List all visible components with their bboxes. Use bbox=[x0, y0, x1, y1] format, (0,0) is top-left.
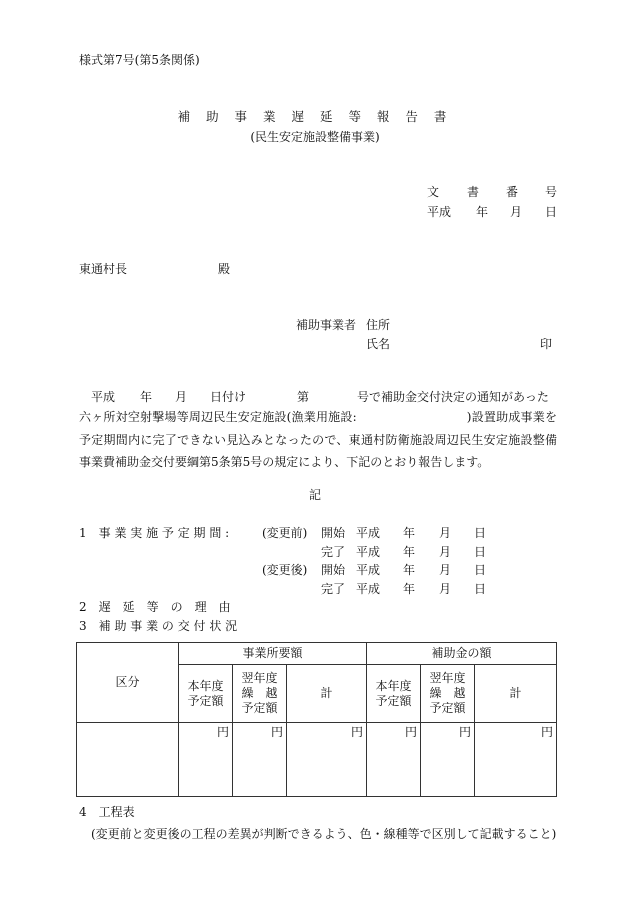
table-cell[interactable] bbox=[77, 723, 179, 797]
header-category: 区分 bbox=[77, 643, 179, 723]
header-this-year: 本年度 予定額 bbox=[367, 665, 421, 723]
yen-cell[interactable]: 円 bbox=[233, 723, 287, 797]
header-total: 計 bbox=[475, 665, 557, 723]
yen-cell[interactable]: 円 bbox=[287, 723, 367, 797]
item1-label: 1 事 業 実 施 予 定 期 間 : bbox=[79, 526, 230, 540]
yen-cell[interactable]: 円 bbox=[179, 723, 233, 797]
grant-status-table bbox=[76, 642, 557, 797]
before-change-label: (変更前) bbox=[262, 526, 308, 540]
document-subtitle: (民生安定施設整備事業) bbox=[250, 130, 380, 144]
header-this-year: 本年度 予定額 bbox=[179, 665, 233, 723]
honorific: 殿 bbox=[218, 262, 231, 276]
document-title: 補 助 事 業 遅 延 等 報 告 書 bbox=[177, 109, 453, 124]
recipient: 東通村長 bbox=[79, 262, 128, 276]
body-paragraph: 六ヶ所対空射撃場等周辺民生安定施設(漁業用施設: )設置助成事業を予定期間内に完了できない見込みとなったので、東通村防衛施設周辺民生安定施設整備事業費補助金交付要綱第5条第5号の規定により、下記のとおり報告します。 bbox=[79, 410, 557, 469]
form-number: 様式第7号(第5条関係) bbox=[79, 53, 200, 67]
after-change-label: (変更後) bbox=[262, 563, 308, 577]
yen-cell[interactable]: 円 bbox=[421, 723, 475, 797]
header-next-year: 翌年度 繰 越 予定額 bbox=[421, 665, 475, 723]
applicant-role-label: 補助事業者 bbox=[296, 318, 357, 332]
item3-label: 3 補 助 事 業 の 交 付 状 況 bbox=[79, 619, 238, 633]
header-total: 計 bbox=[287, 665, 367, 723]
item4-label: 4 工程表 bbox=[79, 805, 135, 819]
seal-mark: 印 bbox=[540, 337, 553, 351]
header-jigyo-group: 事業所要額 bbox=[179, 643, 367, 665]
yen-cell[interactable]: 円 bbox=[367, 723, 421, 797]
yen-cell[interactable]: 円 bbox=[475, 723, 557, 797]
header-next-year: 翌年度 繰 越 予定額 bbox=[233, 665, 287, 723]
table-row bbox=[77, 723, 557, 797]
header-hojo-group: 補助金の額 bbox=[367, 643, 557, 665]
item2-label: 2 遅 延 等 の 理 由 bbox=[79, 600, 231, 614]
address-label: 住所 bbox=[366, 318, 391, 332]
item4-note: (変更前と変更後の工程の差異が判断できるよう、色・線種等で区別して記載すること) bbox=[91, 827, 557, 841]
name-label: 氏名 bbox=[366, 337, 391, 351]
ki-heading: 記 bbox=[308, 488, 321, 502]
